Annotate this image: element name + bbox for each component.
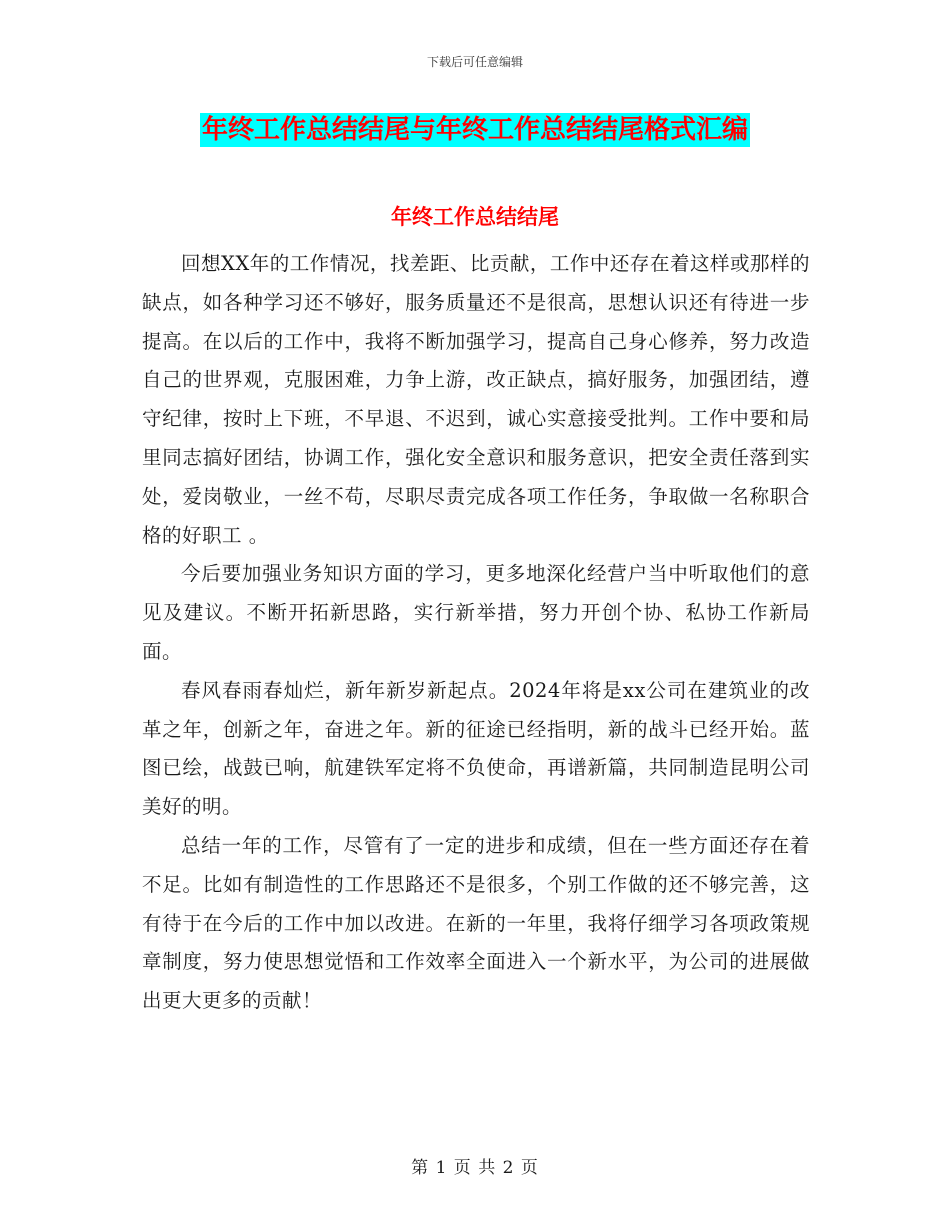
document-body [142, 245, 810, 1021]
body-paragraph: 今后要加强业务知识方面的学习，更多地深化经营户当中听取他们的意见及建议。不断开拓新思路，实行新举措，努力开创个协、私协工作新局面。 [142, 562, 810, 663]
page-number-footer: 第 1 页 共 2 页 [411, 1158, 539, 1178]
page-header-note: 下载后可任意编辑 [426, 55, 523, 69]
document-title: 年终工作总结结尾与年终工作总结结尾格式汇编 [201, 115, 748, 145]
body-paragraph: 春风春雨春灿烂，新年新岁新起点。2024年将是xx公司在建筑业的改革之年，创新之年，奋进之年。新的征途已经指明，新的战斗已经开始。蓝图已绘，战鼓已响，航建铁军定将不负使命，再谱新篇，共同制造昆明公司美好的明。 [142, 678, 810, 819]
section-title: 年终工作总结结尾 [391, 205, 559, 229]
document-title-container [0, 113, 950, 147]
body-paragraph: 总结一年的工作，尽管有了一定的进步和成绩，但在一些方面还存在着不足。比如有制造性的工作思路还不是很多，个别工作做的还不够完善，这有待于在今后的工作中加以改进。在新的一年里，我将仔细学习各项政策规章制度，努力使思想觉悟和工作效率全面进入一个新水平，为公司的进展做出更大更多的贡献！ [142, 833, 810, 1013]
body-paragraph: 回想XX年的工作情况，找差距、比贡献，工作中还存在着这样或那样的缺点，如各种学习还不够好，服务质量还不是很高，思想认识还有待进一步提高。在以后的工作中，我将不断加强学习，提高自己身心修养，努力改造自己的世界观，克服困难，力争上游，改正缺点，搞好服务，加强团结，遵守纪律，按时上下班，不早退、不迟到，诚心实意接受批判。工作中要和局里同志搞好团结，协调工作，强化安全意识和服务意识，把安全责任落到实处，爱岗敬业，一丝不苟，尽职尽责完成各项工作任务，争取做一名称职合格的好职工 。 [142, 252, 810, 547]
